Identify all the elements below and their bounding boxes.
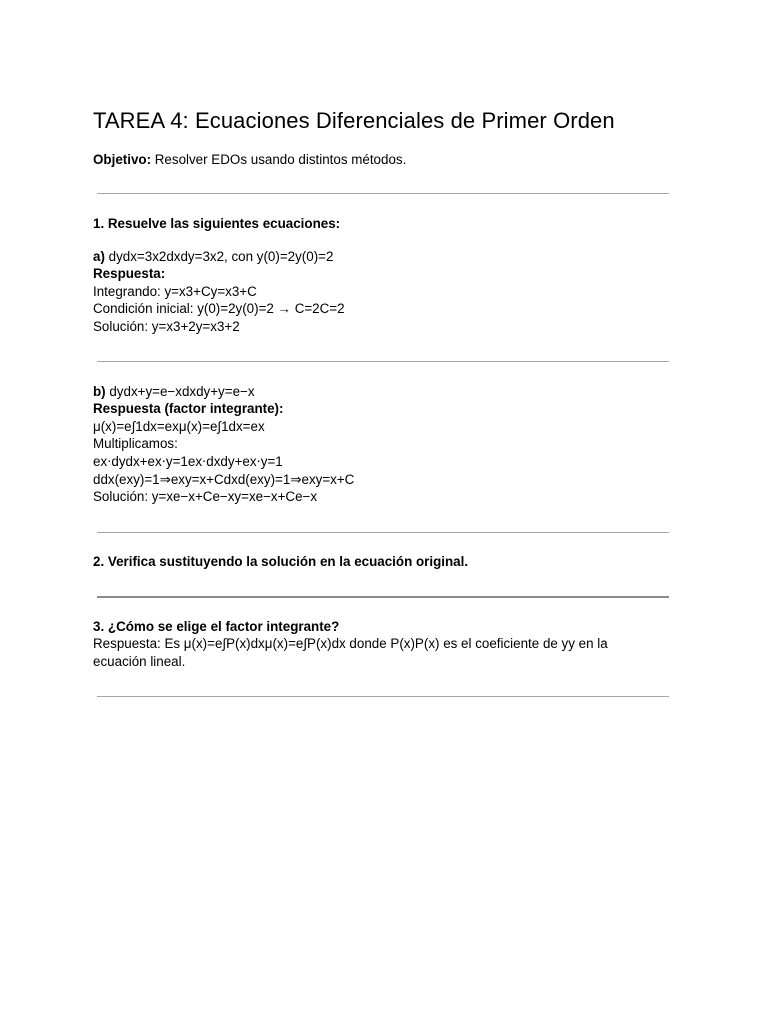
question-1b-answer-line: Solución: y=xe−x+Ce−xy=xe−x+Ce−x bbox=[93, 489, 318, 504]
divider bbox=[97, 532, 669, 533]
divider bbox=[97, 361, 669, 362]
question-1a-equation bbox=[93, 248, 333, 266]
question-1a-equation-text: dydx=3x2dxdy=3x2, con y(0)=2y(0)=2 bbox=[104, 249, 334, 264]
objective-line bbox=[93, 151, 406, 169]
question-1b-answer-line: ddx(exy)=1⇒exy=x+Cdxd(exy)=1⇒exy=x+C bbox=[93, 472, 355, 487]
question-1b-answer-line: ex⋅dydx+ex⋅y=1ex⋅dxdy+ex⋅y=1 bbox=[93, 454, 283, 469]
question-1a-label: a) bbox=[93, 249, 105, 264]
divider bbox=[97, 193, 669, 194]
question-1-heading: 1. Resuelve las siguientes ecuaciones: bbox=[93, 216, 341, 231]
question-3-answer-line: Respuesta: Es μ(x)=e∫P(x)dxμ(x)=e∫P(x)dx donde P(x)P(x) es el coeficiente de yy en la bbox=[93, 636, 608, 651]
question-3-heading: 3. ¿Cómo se elige el factor integrante? bbox=[93, 619, 340, 634]
question-1b-answer-line: μ(x)=e∫1dx=exμ(x)=e∫1dx=ex bbox=[93, 419, 265, 434]
divider bbox=[97, 696, 669, 697]
question-3-answer-line: ecuación lineal. bbox=[93, 654, 186, 669]
question-1a-answer-line: Condición inicial: y(0)=2y(0)=2 → C=2C=2 bbox=[93, 301, 345, 316]
question-1b-equation-text: dydx+y=e−xdxdy+y=e−x bbox=[105, 384, 255, 399]
question-1a-answer-line: Solución: y=x3+2y=x3+2 bbox=[93, 319, 240, 334]
question-1a-answer-label: Respuesta: bbox=[93, 266, 166, 281]
question-1b-answer-line: Multiplicamos: bbox=[93, 436, 178, 451]
objective-text: Resolver EDOs usando distintos métodos. bbox=[151, 152, 407, 167]
page-title: TAREA 4: Ecuaciones Diferenciales de Primer Orden bbox=[93, 108, 615, 133]
question-1b-equation bbox=[93, 383, 255, 401]
objective-label: Objetivo: bbox=[93, 152, 152, 167]
question-1b-answer-label: Respuesta (factor integrante): bbox=[93, 401, 284, 416]
divider bbox=[97, 596, 669, 598]
question-1a-answer-line: Integrando: y=x3+Cy=x3+C bbox=[93, 284, 257, 299]
question-2-heading: 2. Verifica sustituyendo la solución en la ecuación original. bbox=[93, 554, 469, 569]
question-1b-label: b) bbox=[93, 384, 106, 399]
